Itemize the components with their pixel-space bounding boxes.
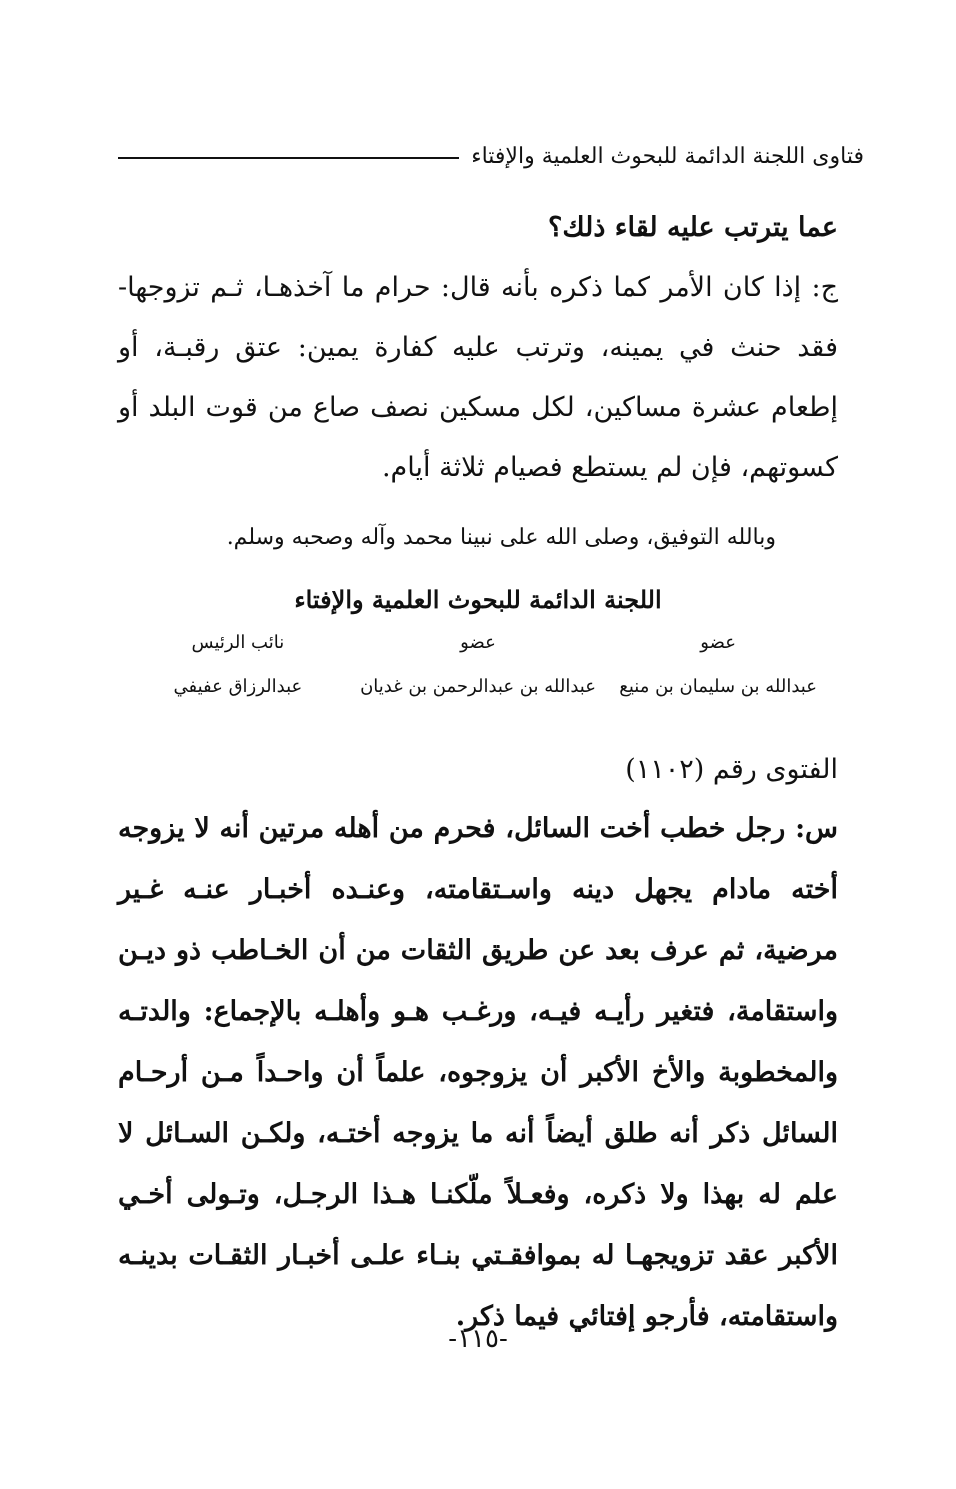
signatory-name: عبدالله بن سليمان بن منيع: [619, 676, 817, 697]
fatwa-number: الفتوى رقم (١١٠٢): [625, 754, 838, 785]
signatory-roles: [118, 632, 838, 653]
signatory-name: عبدالرزاق عفيفي: [173, 676, 303, 697]
signatory-role: نائب الرئيس: [191, 632, 285, 653]
answer-block: [118, 258, 838, 498]
question-text: س: رجل خطب أخت السائل، فحرم من أهله مرتين أنه لا يزوجه أخته مادام يجهل دينه واسـتقامته، وعنـده أخبـار عنـه غـير مرضية، ثم عرف بعد عن طريق الثقات من أن الخـاطب ذو ديـن واستقامة، فتغير رأيـه فيـه، ورغـب هـو وأهلـه بالإجماع: والدتـه والمخطوبة والأخ الأكبر أن يزوجوه، علماً أن واحـداً مـن أرحـام السائل ذكر أنه طلق أيضاً أنه ما يزوجه أختـه، ولكـن السـائل لا علم له بهذا ولا ذكره، وفعـلاً ملّكنـا هـذا الرجـل، وتـولى أخـي الأكبر عقد تزويجهـا له بموافقـتي بنـاء علـى أخبـار الثقـات بدينـه واستقامته، فأرجو إفتائي فيما ذكر.: [118, 813, 838, 1332]
running-title: فتاوى اللجنة الدائمة للبحوث العلمية والإفتاء: [471, 143, 864, 169]
question-tail-block: [118, 198, 838, 258]
signatory-names: [118, 676, 838, 697]
page-number: -١١٥-: [448, 1324, 508, 1354]
header-rule: [118, 157, 459, 159]
running-header: [118, 138, 864, 174]
question-block: [118, 798, 838, 1347]
committee-name: اللجنة الدائمة للبحوث العلمية والإفتاء: [294, 585, 662, 614]
answer-text: ج: إذا كان الأمر كما ذكره بأنه قال: حرام ما آخذهـا، ثـم تزوجها- فقد حنث في يمينه، وترتب عليه كفارة يمين: عتق رقبـة، أو إطعام عشرة مساكين، لكل مسكين نصف صاع من قوت البلد أو كسوتهم، فإن لم يستطع فصيام ثلاثة أيام.: [118, 272, 838, 483]
signatory-name: عبدالله بن عبدالرحمن بن غديان: [360, 676, 596, 697]
signatory-role: عضو: [700, 632, 736, 653]
signatory-role: عضو: [460, 632, 496, 653]
closing-line: وبالله التوفيق، وصلى الله على نبينا محمد وآله وصحبه وسلم.: [226, 525, 776, 550]
question-tail: عما يترتب عليه لقاء ذلك؟: [548, 212, 838, 243]
